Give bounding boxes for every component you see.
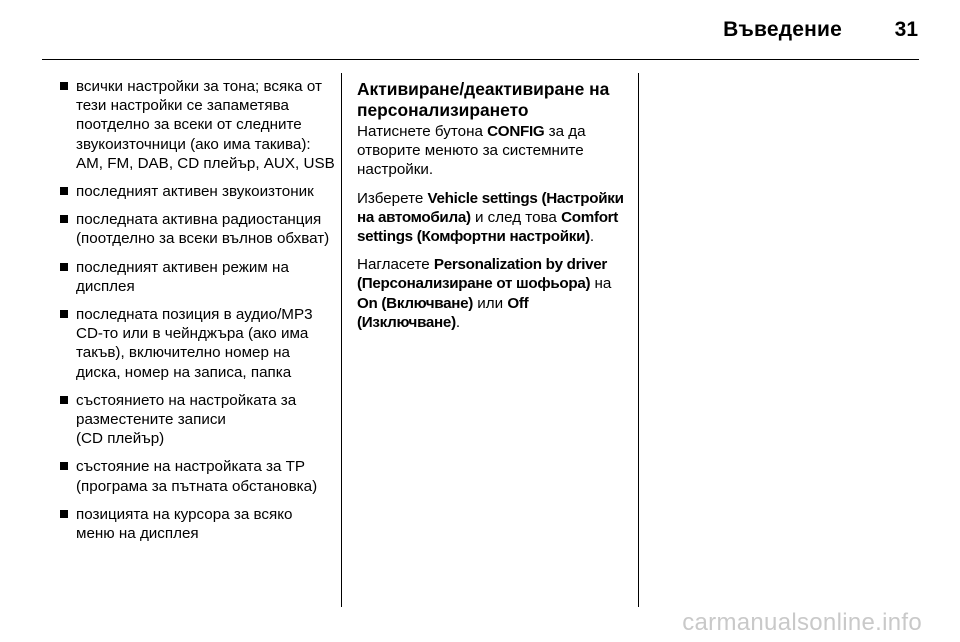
text-run: Изберете (357, 189, 428, 207)
column-divider-2 (638, 73, 639, 607)
list-item-text: позицията на курсора за всяко меню на дисплея (76, 505, 293, 543)
list-item (60, 258, 335, 296)
text-run: . (455, 313, 461, 331)
square-bullet-icon (60, 510, 68, 518)
list-item-text: състояние на настройката за TP (програма за пътната обстановка) (76, 458, 318, 495)
text-run: Нагласете (357, 256, 434, 274)
square-bullet-icon (60, 263, 68, 271)
list-item (60, 505, 335, 543)
column-divider-1 (341, 73, 342, 607)
list-item-text-continuation: (CD плейър) (76, 430, 165, 448)
page-header (0, 0, 960, 62)
comfort-settings-label: Comfort settings (Комфортни настройки) (357, 208, 619, 246)
square-bullet-icon (60, 82, 68, 90)
left-column (60, 77, 335, 552)
text-run: за да отворите менюто за системните настройки. (357, 123, 586, 179)
square-bullet-icon (60, 215, 68, 223)
off-option-label: Off (Изключване) (357, 294, 529, 331)
watermark: carmanualsonline.info (682, 609, 922, 636)
text-run: . (589, 228, 595, 246)
on-option-label: On (Включване) (357, 294, 474, 312)
paragraph-select-menu (357, 189, 629, 247)
paragraph-config (357, 122, 629, 180)
header-rule (42, 59, 919, 60)
paragraph-personalization (357, 255, 629, 332)
config-button-label: CONFIG (487, 123, 545, 140)
list-item-text: всички настройки за тона; всяка от тези настройки се запаметява поотделно за всеки от следните звукоизточници (ако има такива): AM, FM, DAB, CD плейър, AUX, USB (76, 78, 335, 172)
square-bullet-icon (60, 462, 68, 470)
list-item-text: състоянието на настройката за разместените записи (76, 391, 297, 429)
list-item (60, 457, 335, 495)
list-item-text: последната позиция в аудио/MP3 CD-то или в чейнджъра (ако има такъв), включително номер на диска, номер на записа, папка (76, 306, 313, 381)
square-bullet-icon (60, 396, 68, 404)
section-heading: Активиране/деактивиране на персонализирането (357, 79, 610, 120)
text-run: на (590, 275, 612, 293)
list-item (60, 391, 335, 449)
list-item (60, 77, 335, 173)
square-bullet-icon (60, 187, 68, 195)
list-item-text: последният активен режим на дисплея (76, 258, 289, 295)
list-item (60, 305, 335, 382)
text-run: Натиснете бутона (357, 123, 488, 140)
text-run: и след това (470, 208, 562, 226)
vehicle-settings-label: Vehicle settings (Настройки на автомобила) (357, 189, 624, 226)
list-item-text: последният активен звукоизтоник (76, 183, 314, 201)
page-number: 31 (894, 18, 918, 41)
list-item-text: последната активна радиостанция (поотделно за всеки вълнов обхват) (76, 211, 330, 248)
personalization-label: Personalization by driver (Персонализиране от шофьора) (357, 256, 608, 293)
list-item (60, 182, 335, 201)
text-run: или (473, 294, 508, 312)
section-title: Въведение (723, 18, 842, 41)
square-bullet-icon (60, 310, 68, 318)
middle-column (357, 79, 629, 341)
memory-settings-list (60, 77, 335, 543)
list-item (60, 210, 335, 248)
